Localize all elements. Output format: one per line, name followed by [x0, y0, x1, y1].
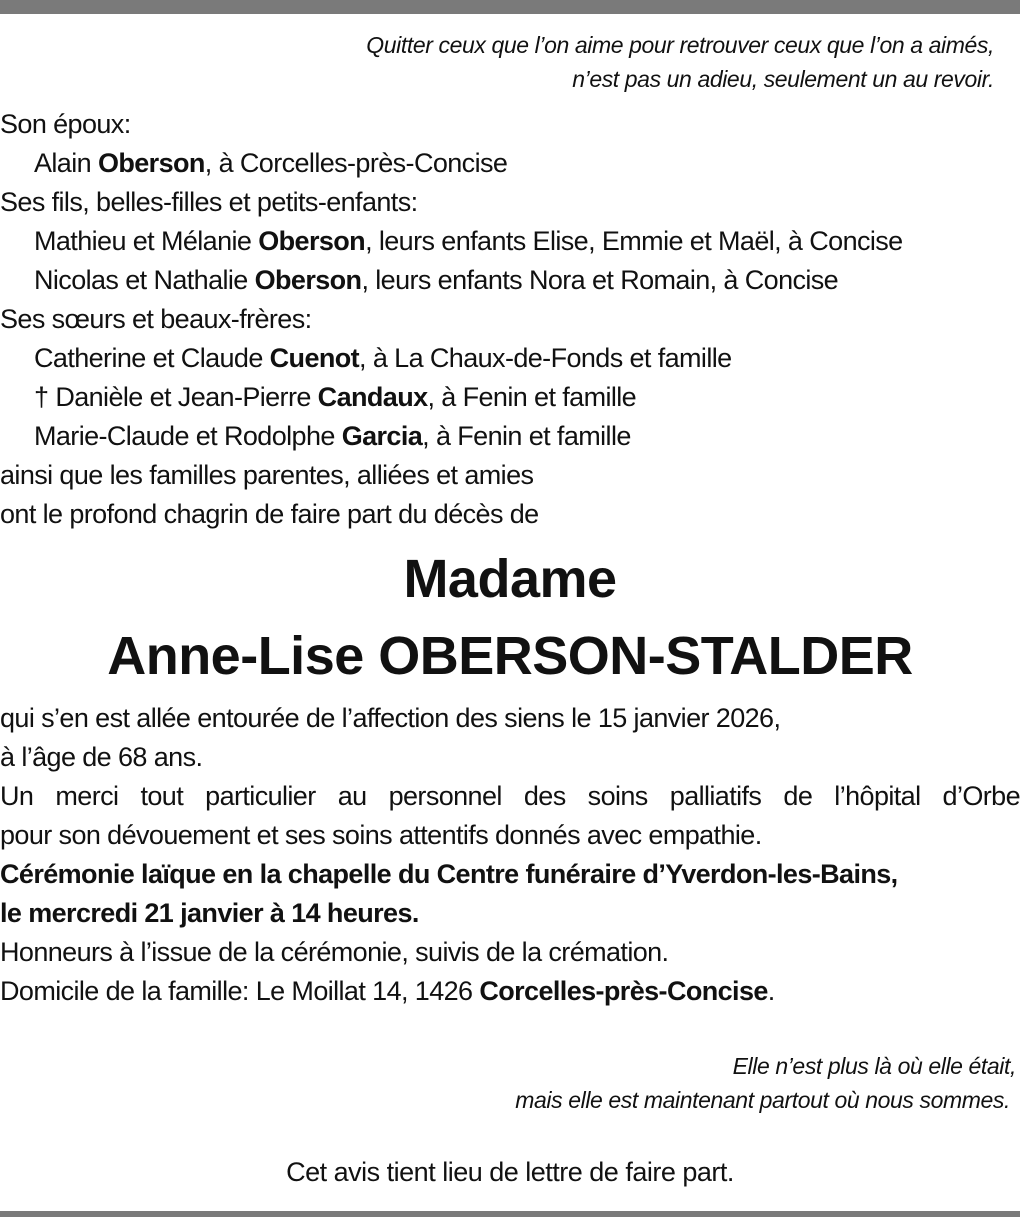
passing-line: qui s’en est allée entourée de l’affection des siens le 15 janvier 2026,	[0, 703, 781, 733]
opening-quote-line: Quitter ceux que l’on aime pour retrouver ceux que l’on a aimés,	[366, 32, 994, 58]
thanks-line: Un merci tout particulier au personnel des soins palliatifs de l’hôpital d’Orbe	[0, 781, 1020, 811]
ceremony-line	[0, 855, 1020, 894]
member-first-names: Marie-Claude et Rodolphe	[34, 421, 342, 451]
opening-quote	[366, 28, 994, 96]
member-surname: Candaux	[317, 382, 428, 412]
family-member-spouse	[0, 144, 903, 183]
top-rule	[0, 0, 1020, 14]
member-details: , à Fenin et famille	[427, 382, 637, 412]
member-first-names: † Danièle et Jean-Pierre	[34, 382, 318, 412]
member-details: , à La Chaux-de-Fonds et famille	[359, 343, 732, 373]
thanks-line: pour son dévouement et ses soins attentifs donnés avec empathie.	[0, 820, 762, 850]
spouse-heading: Son époux:	[0, 109, 131, 139]
member-surname: Cuenot	[269, 343, 360, 373]
notice-text	[0, 699, 1020, 1011]
family-member-sister	[0, 339, 903, 378]
domicile-line	[0, 972, 1020, 1011]
domicile-place: Corcelles-près-Concise	[479, 976, 768, 1006]
announcement-line: ont le profond chagrin de faire part du décès de	[0, 499, 539, 529]
member-first-names: Nicolas et Nathalie	[34, 265, 255, 295]
member-first-names: Mathieu et Mélanie	[34, 226, 259, 256]
closing-quote	[515, 1049, 1016, 1117]
member-details: , leurs enfants Nora et Romain, à Concise	[361, 265, 839, 295]
sisters-heading: Ses sœurs et beaux-frères:	[0, 304, 312, 334]
closing-quote-line: Elle n’est plus là où elle était,	[732, 1053, 1016, 1079]
bottom-rule	[0, 1211, 1020, 1217]
member-first-names: Catherine et Claude	[34, 343, 270, 373]
ceremony-date-line	[0, 894, 1020, 933]
member-details: , à Corcelles-près-Concise	[204, 148, 508, 178]
domicile-address: Domicile de la famille: Le Moillat 14, 1426	[0, 976, 480, 1006]
closing-quote-line: mais elle est maintenant partout où nous sommes.	[515, 1087, 1010, 1113]
age-line: à l’âge de 68 ans.	[0, 742, 203, 772]
relatives-line: ainsi que les familles parentes, alliées et amies	[0, 460, 534, 490]
closing-note: Cet avis tient lieu de lettre de faire part.	[286, 1157, 734, 1187]
member-surname: Oberson	[97, 148, 205, 178]
member-details: , leurs enfants Elise, Emmie et Maël, à Concise	[365, 226, 903, 256]
opening-quote-line: n’est pas un adieu, seulement un au revoir.	[572, 66, 994, 92]
honours-line: Honneurs à l’issue de la cérémonie, suivis de la crémation.	[0, 937, 669, 967]
family-member-son	[0, 261, 903, 300]
family-list	[0, 105, 903, 534]
member-surname: Garcia	[341, 421, 423, 451]
ceremony-date-text: le mercredi 21 janvier à 14 heures.	[0, 898, 419, 928]
member-first-names: Alain	[34, 148, 98, 178]
family-member-sister	[0, 378, 903, 417]
deceased-name: Anne-Lise OBERSON-STALDER	[107, 626, 913, 686]
sons-heading: Ses fils, belles-filles et petits-enfants:	[0, 187, 418, 217]
domicile-suffix: .	[767, 976, 775, 1006]
family-member-sister	[0, 417, 903, 456]
member-details: , à Fenin et famille	[422, 421, 631, 451]
member-surname: Oberson	[254, 265, 362, 295]
deceased-title: Madame	[403, 549, 617, 609]
ceremony-text: Cérémonie laïque en la chapelle du Centre funéraire d’Yverdon-les-Bains,	[0, 859, 898, 889]
member-surname: Oberson	[258, 226, 366, 256]
family-member-son	[0, 222, 903, 261]
